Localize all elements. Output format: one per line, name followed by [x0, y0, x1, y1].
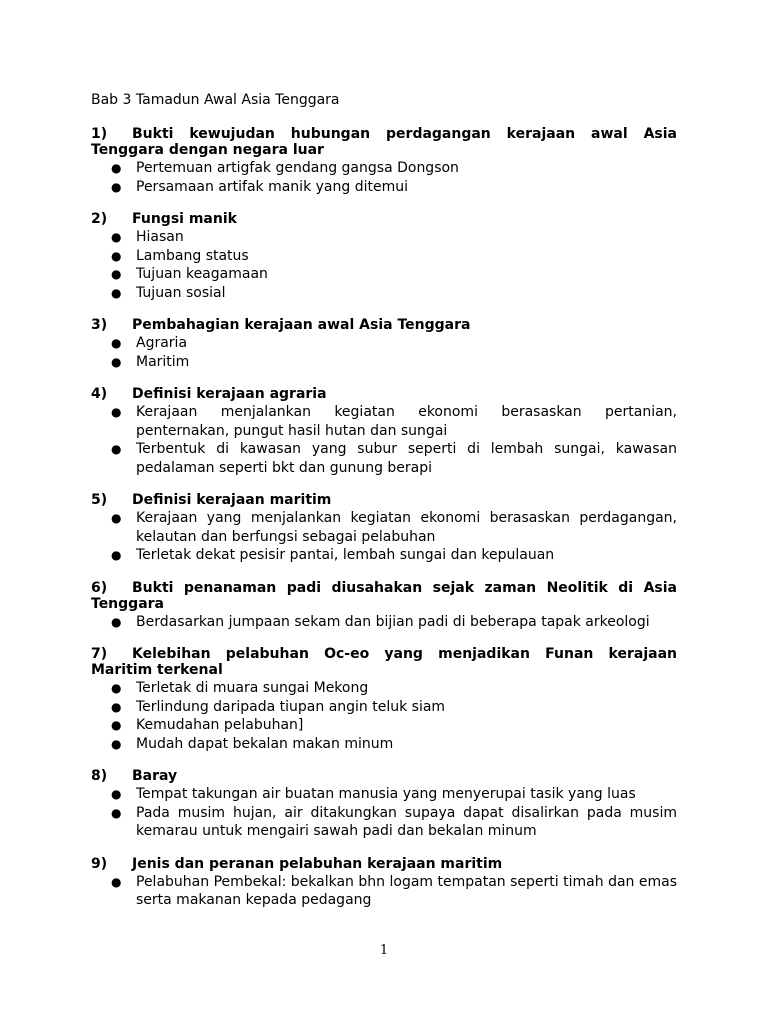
section-heading-text: Definisi kerajaan maritim [132, 492, 332, 508]
list-item [91, 785, 677, 804]
section-4 [91, 386, 677, 477]
section-number: 9) [91, 855, 108, 872]
bullet-icon: ● [111, 405, 122, 419]
section-heading [91, 317, 677, 333]
bullet-list [91, 679, 677, 753]
list-item [91, 403, 677, 440]
list-item [91, 440, 677, 477]
list-item [91, 178, 677, 197]
section-heading [91, 211, 677, 227]
list-item-text: Hiasan [136, 229, 184, 245]
list-item [91, 284, 677, 303]
list-item-text: Kemudahan pelabuhan] [136, 717, 304, 733]
bullet-icon: ● [111, 511, 122, 525]
section-heading [91, 580, 677, 612]
bullet-icon: ● [111, 267, 122, 281]
bullet-icon: ● [111, 736, 122, 751]
bullet-list [91, 785, 677, 841]
section-number: 4) [91, 386, 108, 402]
section-heading [91, 768, 677, 784]
section-number: 2) [91, 211, 108, 227]
list-item-text: Mudah dapat bekalan makan minum [136, 735, 394, 752]
document-title: Bab 3 Tamadun Awal Asia Tenggara [91, 92, 340, 108]
list-item-text: Pelabuhan Pembekal: bekalkan bhn logam tempatan seperti timah dan emas serta makanan kepada pedagang [136, 873, 677, 908]
section-heading [91, 386, 677, 402]
list-item-text: Agraria [136, 335, 188, 351]
list-item-text: Persamaan artifak manik yang ditemui [136, 178, 408, 195]
bullet-list [91, 613, 677, 632]
section-heading-text: Kelebihan pelabuhan Oc-eo yang menjadikan Funan kerajaan Maritim terkenal [91, 646, 677, 678]
section-heading-text: Bukti kewujudan hubungan perdagangan kerajaan awal Asia Tenggara dengan negara luar [91, 126, 677, 158]
list-item [91, 716, 677, 735]
section-heading [91, 126, 677, 158]
section-heading-text: Pembahagian kerajaan awal Asia Tenggara [132, 317, 471, 333]
list-item [91, 546, 677, 565]
section-number: 3) [91, 317, 108, 333]
bullet-icon: ● [111, 699, 122, 714]
section-8 [91, 768, 677, 841]
list-item [91, 247, 677, 266]
section-number: 1) [91, 126, 108, 142]
section-number: 6) [91, 579, 108, 596]
bullet-icon: ● [111, 874, 122, 889]
section-7 [91, 646, 677, 753]
bullet-icon: ● [111, 681, 122, 695]
list-item-text: Maritim [136, 353, 190, 370]
bullet-icon: ● [111, 787, 122, 801]
bullet-icon: ● [111, 805, 122, 820]
list-item [91, 353, 677, 372]
bullet-icon: ● [111, 179, 122, 194]
bullet-icon: ● [111, 614, 122, 629]
list-item [91, 265, 677, 284]
list-item-text: Terbentuk di kawasan yang subur seperti di lembah sungai, kawasan pedalaman seperti bkt dan gunung berapi [136, 441, 677, 476]
section-heading-text: Bukti penanaman padi diusahakan sejak zaman Neolitik di Asia Tenggara [91, 579, 677, 612]
section-2 [91, 211, 677, 302]
list-item [91, 334, 677, 353]
list-item [91, 228, 677, 247]
section-number: 5) [91, 492, 108, 508]
list-item-text: Terletak dekat pesisir pantai, lembah sungai dan kepulauan [136, 547, 555, 563]
bullet-icon: ● [111, 230, 122, 244]
bullet-list [91, 873, 677, 910]
list-item-text: Terletak di muara sungai Mekong [136, 680, 369, 696]
section-heading [91, 646, 677, 678]
bullet-icon: ● [111, 442, 122, 456]
bullet-icon: ● [111, 718, 122, 732]
list-item-text: Tempat takungan air buatan manusia yang menyerupai tasik yang luas [136, 786, 636, 802]
list-item-text: Pertemuan artigfak gendang gangsa Dongson [136, 160, 459, 176]
list-item [91, 698, 677, 717]
section-9 [91, 856, 677, 910]
section-3 [91, 317, 677, 371]
section-number: 8) [91, 768, 108, 784]
section-heading-text: Baray [132, 768, 178, 784]
list-item-text: Kerajaan menjalankan kegiatan ekonomi berasaskan pertanian, penternakan, pungut hasil hutan dan sungai [136, 404, 677, 439]
bullet-list [91, 509, 677, 565]
bullet-list [91, 334, 677, 371]
bullet-icon: ● [111, 548, 122, 562]
bullet-list [91, 228, 677, 302]
list-item [91, 509, 677, 546]
bullet-icon: ● [111, 354, 122, 369]
section-6 [91, 580, 677, 632]
list-item [91, 679, 677, 698]
list-item [91, 613, 677, 632]
section-5 [91, 492, 677, 565]
bullet-icon: ● [111, 248, 122, 263]
list-item [91, 873, 677, 910]
list-item-text: Tujuan keagamaan [136, 266, 268, 282]
bullet-list [91, 403, 677, 477]
list-item-text: Berdasarkan jumpaan sekam dan bijian padi di beberapa tapak arkeologi [136, 613, 650, 630]
list-item [91, 804, 677, 841]
list-item-text: Terlindung daripada tiupan angin teluk siam [136, 698, 446, 715]
page-number: 1 [379, 943, 389, 958]
sections-list [91, 126, 677, 910]
bullet-icon: ● [111, 161, 122, 175]
section-1 [91, 126, 677, 196]
list-item [91, 735, 677, 754]
list-item-text: Kerajaan yang menjalankan kegiatan ekonomi berasaskan perdagangan, kelautan dan berfungsi sebagai pelabuhan [136, 510, 677, 545]
section-heading [91, 856, 677, 872]
bullet-list [91, 159, 677, 196]
list-item-text: Lambang status [136, 247, 249, 264]
list-item-text: Pada musim hujan, air ditakungkan supaya dapat disalirkan pada musim kemarau untuk mengairi sawah padi dan bekalan minum [136, 804, 677, 839]
list-item-text: Tujuan sosial [136, 284, 226, 301]
bullet-icon: ● [111, 336, 122, 350]
list-item [91, 159, 677, 178]
bullet-icon: ● [111, 285, 122, 300]
section-heading-text: Definisi kerajaan agraria [132, 386, 327, 402]
section-heading-text: Jenis dan peranan pelabuhan kerajaan maritim [132, 855, 503, 872]
document-body [91, 92, 677, 925]
section-heading-text: Fungsi manik [132, 211, 237, 227]
section-heading [91, 492, 677, 508]
section-number: 7) [91, 646, 108, 662]
